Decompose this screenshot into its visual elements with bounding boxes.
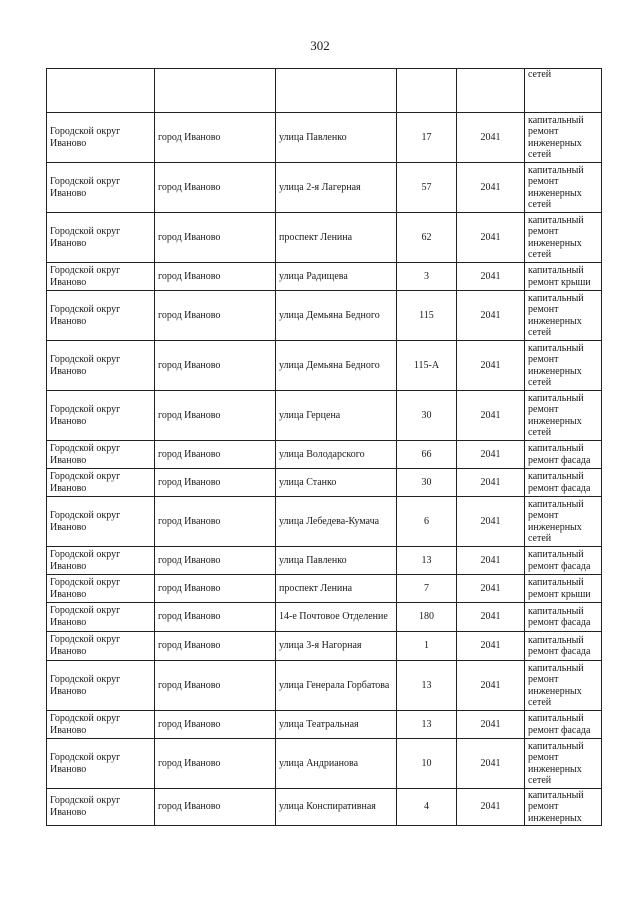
cell-city: город Иваново bbox=[155, 661, 276, 711]
table-row bbox=[47, 497, 602, 547]
table-row bbox=[47, 661, 602, 711]
cell-house: 4 bbox=[397, 789, 457, 826]
cell-district: Городской округ Иваново bbox=[47, 291, 155, 341]
cell-district: Городской округ Иваново bbox=[47, 213, 155, 263]
cell-district: Городской округ Иваново bbox=[47, 547, 155, 575]
table-row bbox=[47, 632, 602, 661]
cell-city: город Иваново bbox=[155, 163, 276, 213]
cell-house: 30 bbox=[397, 469, 457, 497]
cell-work: капитальный ремонт инженерных bbox=[525, 789, 602, 826]
cell-house: 66 bbox=[397, 441, 457, 469]
cell-street: улица Володарского bbox=[276, 441, 397, 469]
cell-city: город Иваново bbox=[155, 497, 276, 547]
cell-street: улица Демьяна Бедного bbox=[276, 341, 397, 391]
cell-work: сетей bbox=[525, 69, 602, 113]
cell-district: Городской округ Иваново bbox=[47, 661, 155, 711]
cell-city: город Иваново bbox=[155, 632, 276, 661]
registry-table bbox=[46, 68, 602, 826]
cell-city: город Иваново bbox=[155, 711, 276, 739]
cell-work: капитальный ремонт фасада bbox=[525, 547, 602, 575]
cell-street: проспект Ленина bbox=[276, 213, 397, 263]
table-row bbox=[47, 711, 602, 739]
cell-street: улица Андрианова bbox=[276, 739, 397, 789]
cell-house: 13 bbox=[397, 661, 457, 711]
cell-street: улица Конспиративная bbox=[276, 789, 397, 826]
cell-city: город Иваново bbox=[155, 391, 276, 441]
cell-year: 2041 bbox=[457, 789, 525, 826]
cell-city bbox=[155, 69, 276, 113]
cell-street: улица 3-я Нагорная bbox=[276, 632, 397, 661]
cell-year: 2041 bbox=[457, 391, 525, 441]
table-row bbox=[47, 441, 602, 469]
cell-district: Городской округ Иваново bbox=[47, 263, 155, 291]
cell-street: улица Павленко bbox=[276, 113, 397, 163]
cell-year: 2041 bbox=[457, 632, 525, 661]
cell-work: капитальный ремонт инженерных сетей bbox=[525, 163, 602, 213]
table-row bbox=[47, 603, 602, 632]
cell-work: капитальный ремонт инженерных сетей bbox=[525, 391, 602, 441]
cell-street: улица Театральная bbox=[276, 711, 397, 739]
cell-district: Городской округ Иваново bbox=[47, 739, 155, 789]
cell-house: 13 bbox=[397, 711, 457, 739]
table-row bbox=[47, 291, 602, 341]
cell-house: 1 bbox=[397, 632, 457, 661]
cell-district: Городской округ Иваново bbox=[47, 113, 155, 163]
cell-year: 2041 bbox=[457, 575, 525, 603]
registry-table-body bbox=[47, 69, 602, 826]
cell-house: 10 bbox=[397, 739, 457, 789]
cell-street: 14-е Почтовое Отделение bbox=[276, 603, 397, 632]
cell-city: город Иваново bbox=[155, 469, 276, 497]
cell-year: 2041 bbox=[457, 711, 525, 739]
cell-year: 2041 bbox=[457, 113, 525, 163]
cell-year: 2041 bbox=[457, 469, 525, 497]
cell-house: 3 bbox=[397, 263, 457, 291]
cell-year: 2041 bbox=[457, 163, 525, 213]
cell-house: 13 bbox=[397, 547, 457, 575]
cell-house: 6 bbox=[397, 497, 457, 547]
cell-house: 62 bbox=[397, 213, 457, 263]
cell-year: 2041 bbox=[457, 547, 525, 575]
cell-district: Городской округ Иваново bbox=[47, 391, 155, 441]
cell-year: 2041 bbox=[457, 497, 525, 547]
cell-house: 7 bbox=[397, 575, 457, 603]
cell-city: город Иваново bbox=[155, 291, 276, 341]
cell-district bbox=[47, 69, 155, 113]
table-row bbox=[47, 739, 602, 789]
cell-work: капитальный ремонт фасада bbox=[525, 441, 602, 469]
table-row bbox=[47, 213, 602, 263]
cell-street bbox=[276, 69, 397, 113]
cell-work: капитальный ремонт инженерных сетей bbox=[525, 661, 602, 711]
cell-year: 2041 bbox=[457, 341, 525, 391]
cell-work: капитальный ремонт инженерных сетей bbox=[525, 113, 602, 163]
cell-street: улица Радищева bbox=[276, 263, 397, 291]
cell-house: 30 bbox=[397, 391, 457, 441]
page-number: 302 bbox=[310, 38, 330, 53]
table-row bbox=[47, 469, 602, 497]
cell-year: 2041 bbox=[457, 739, 525, 789]
cell-work: капитальный ремонт инженерных сетей bbox=[525, 341, 602, 391]
table-row bbox=[47, 391, 602, 441]
cell-district: Городской округ Иваново bbox=[47, 469, 155, 497]
cell-city: город Иваново bbox=[155, 341, 276, 391]
cell-street: улица Лебедева-Кумача bbox=[276, 497, 397, 547]
cell-district: Городской округ Иваново bbox=[47, 441, 155, 469]
cell-district: Городской округ Иваново bbox=[47, 789, 155, 826]
cell-work: капитальный ремонт крыши bbox=[525, 263, 602, 291]
cell-city: город Иваново bbox=[155, 739, 276, 789]
table-row bbox=[47, 341, 602, 391]
cell-house: 115-А bbox=[397, 341, 457, 391]
cell-work: капитальный ремонт инженерных сетей bbox=[525, 497, 602, 547]
cell-year: 2041 bbox=[457, 213, 525, 263]
cell-house: 115 bbox=[397, 291, 457, 341]
cell-city: город Иваново bbox=[155, 547, 276, 575]
cell-city: город Иваново bbox=[155, 441, 276, 469]
cell-house: 17 bbox=[397, 113, 457, 163]
table-row bbox=[47, 263, 602, 291]
cell-house: 57 bbox=[397, 163, 457, 213]
cell-city: город Иваново bbox=[155, 789, 276, 826]
table-row bbox=[47, 575, 602, 603]
cell-work: капитальный ремонт фасада bbox=[525, 603, 602, 632]
cell-work: капитальный ремонт фасада bbox=[525, 469, 602, 497]
cell-house bbox=[397, 69, 457, 113]
cell-district: Городской округ Иваново bbox=[47, 497, 155, 547]
cell-year: 2041 bbox=[457, 441, 525, 469]
cell-city: город Иваново bbox=[155, 603, 276, 632]
cell-district: Городской округ Иваново bbox=[47, 575, 155, 603]
cell-work: капитальный ремонт фасада bbox=[525, 711, 602, 739]
cell-year: 2041 bbox=[457, 263, 525, 291]
cell-street: улица Павленко bbox=[276, 547, 397, 575]
cell-street: улица Герцена bbox=[276, 391, 397, 441]
cell-year: 2041 bbox=[457, 603, 525, 632]
cell-city: город Иваново bbox=[155, 263, 276, 291]
cell-street: улица Генерала Горбатова bbox=[276, 661, 397, 711]
cell-district: Городской округ Иваново bbox=[47, 341, 155, 391]
cell-city: город Иваново bbox=[155, 113, 276, 163]
cell-street: улица Демьяна Бедного bbox=[276, 291, 397, 341]
cell-work: капитальный ремонт крыши bbox=[525, 575, 602, 603]
cell-year: 2041 bbox=[457, 661, 525, 711]
cell-street: улица 2-я Лагерная bbox=[276, 163, 397, 213]
cell-house: 180 bbox=[397, 603, 457, 632]
table-row bbox=[47, 789, 602, 826]
cell-work: капитальный ремонт инженерных сетей bbox=[525, 213, 602, 263]
cell-street: проспект Ленина bbox=[276, 575, 397, 603]
table-row bbox=[47, 163, 602, 213]
table-row bbox=[47, 113, 602, 163]
cell-district: Городской округ Иваново bbox=[47, 632, 155, 661]
table-row bbox=[47, 547, 602, 575]
cell-city: город Иваново bbox=[155, 213, 276, 263]
cell-district: Городской округ Иваново bbox=[47, 163, 155, 213]
cell-year: 2041 bbox=[457, 291, 525, 341]
cell-district: Городской округ Иваново bbox=[47, 603, 155, 632]
cell-city: город Иваново bbox=[155, 575, 276, 603]
cell-street: улица Станко bbox=[276, 469, 397, 497]
table-row-continuation bbox=[47, 69, 602, 113]
cell-work: капитальный ремонт инженерных сетей bbox=[525, 291, 602, 341]
cell-district: Городской округ Иваново bbox=[47, 711, 155, 739]
cell-work: капитальный ремонт фасада bbox=[525, 632, 602, 661]
cell-work: капитальный ремонт инженерных сетей bbox=[525, 739, 602, 789]
cell-year bbox=[457, 69, 525, 113]
